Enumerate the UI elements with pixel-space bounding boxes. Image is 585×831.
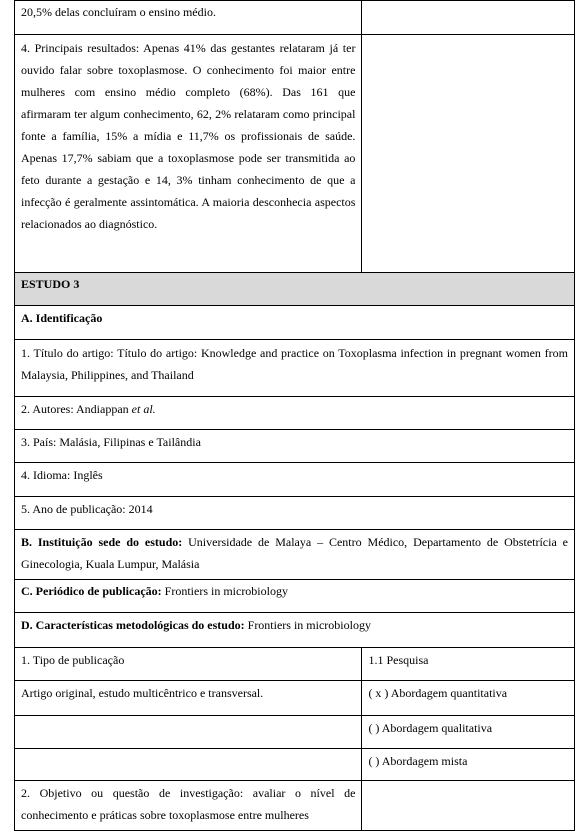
research-label-cell [362, 648, 575, 681]
table-row [15, 749, 575, 781]
study-heading [15, 273, 575, 306]
empty-cell [362, 35, 575, 273]
empty-cell [362, 781, 575, 831]
objective-text: 2. Objetivo ou questão de investigação: avaliar o nível de conhecimento e práticas sobre toxoplasmose entre mulheres [21, 786, 356, 822]
institution-label: B. Instituição sede do estudo: [21, 535, 183, 549]
study-table [14, 0, 575, 831]
text-cell: 20,5% delas concluíram o ensino médio. [21, 5, 216, 19]
table-row [15, 580, 575, 613]
approach-quant-checkbox: ( x ) Abordagem quantitativa [368, 686, 508, 700]
document-page [14, 0, 575, 831]
empty-cell [362, 1, 575, 35]
table-row [15, 430, 575, 463]
approach-mixed-cell [362, 749, 575, 781]
pub-type-label: 1. Tipo de publicação [21, 653, 125, 667]
table-row [15, 273, 575, 306]
year-cell [15, 497, 575, 530]
table-row [15, 681, 575, 716]
objective-cell [15, 781, 362, 831]
periodical-cell [15, 580, 575, 613]
language-text: 4. Idioma: Inglês [21, 468, 103, 482]
table-row [15, 1, 575, 35]
approach-mixed-checkbox: ( ) Abordagem mista [368, 754, 468, 768]
methodology-value: Frontiers in microbiology [244, 618, 371, 632]
identification-heading-text: A. Identificação [21, 311, 103, 325]
identification-heading [15, 306, 575, 340]
table-row [15, 35, 575, 273]
table-row [15, 781, 575, 831]
research-label: 1.1 Pesquisa [368, 653, 429, 667]
results-cell [15, 35, 362, 273]
results-text: 4. Principais resultados: Apenas 41% das gestantes relataram já ter ouvido falar sobre toxoplasmose. O conhecimento foi maior entre mulheres com ensino médio completo (68%). Das 161 que afirmaram ter algum conhecimento, 62, 2% relataram como principal fonte a família, 15% a mídia e 11,7% os profissionais de saúde. Apenas 17,7% sabiam que a toxoplasmose pode ser transmitida ao feto durante a gestação e 14, 3% tinham conhecimento de que a infecção é geralmente assintomática. A maioria desconhecia aspectos relacionados ao diagnóstico. [21, 41, 356, 231]
approach-quant-cell [362, 681, 575, 716]
institution-value: Universidade de Malaya – Centro Médico, Departamento de Obstetrícia e Ginecologia, Kuala Lumpur, Malásia [21, 535, 569, 571]
empty-cell [15, 749, 362, 781]
country-text: 3. País: Malásia, Filipinas e Tailândia [21, 435, 201, 449]
methodology-cell [15, 613, 575, 648]
language-cell [15, 463, 575, 497]
table-row [15, 648, 575, 681]
article-title-text: 1. Título do artigo: Título do artigo: Knowledge and practice on Toxoplasma infection in pregnant women from Malaysia, Philippines, and Thailand [21, 346, 568, 382]
authors-cell [15, 397, 575, 430]
periodical-label: C. Periódico de publicação: [21, 584, 162, 598]
table-row [15, 306, 575, 340]
table-row [15, 497, 575, 530]
approach-qual-checkbox: ( ) Abordagem qualitativa [368, 721, 493, 735]
table-row [15, 613, 575, 648]
table-row [15, 340, 575, 397]
table-row [15, 716, 575, 749]
methodology-label: D. Características metodológicas do estudo: [21, 618, 245, 632]
country-cell [15, 430, 575, 463]
table-row [15, 530, 575, 580]
authors-text: 2. Autores: Andiappan [21, 402, 132, 416]
table-row [15, 463, 575, 497]
article-title-cell [15, 340, 575, 397]
institution-cell [15, 530, 575, 580]
empty-cell [15, 716, 362, 749]
year-text: 5. Ano de publicação: 2014 [21, 502, 153, 516]
pub-type-value: Artigo original, estudo multicêntrico e transversal. [21, 686, 264, 700]
periodical-value: Frontiers in microbiology [161, 584, 288, 598]
authors-etal: et al. [131, 402, 156, 416]
study-heading-text: ESTUDO 3 [21, 277, 80, 291]
pub-type-value-cell [15, 681, 362, 716]
previous-row-text [15, 1, 362, 35]
approach-qual-cell [362, 716, 575, 749]
pub-type-label-cell [15, 648, 362, 681]
table-row [15, 397, 575, 430]
